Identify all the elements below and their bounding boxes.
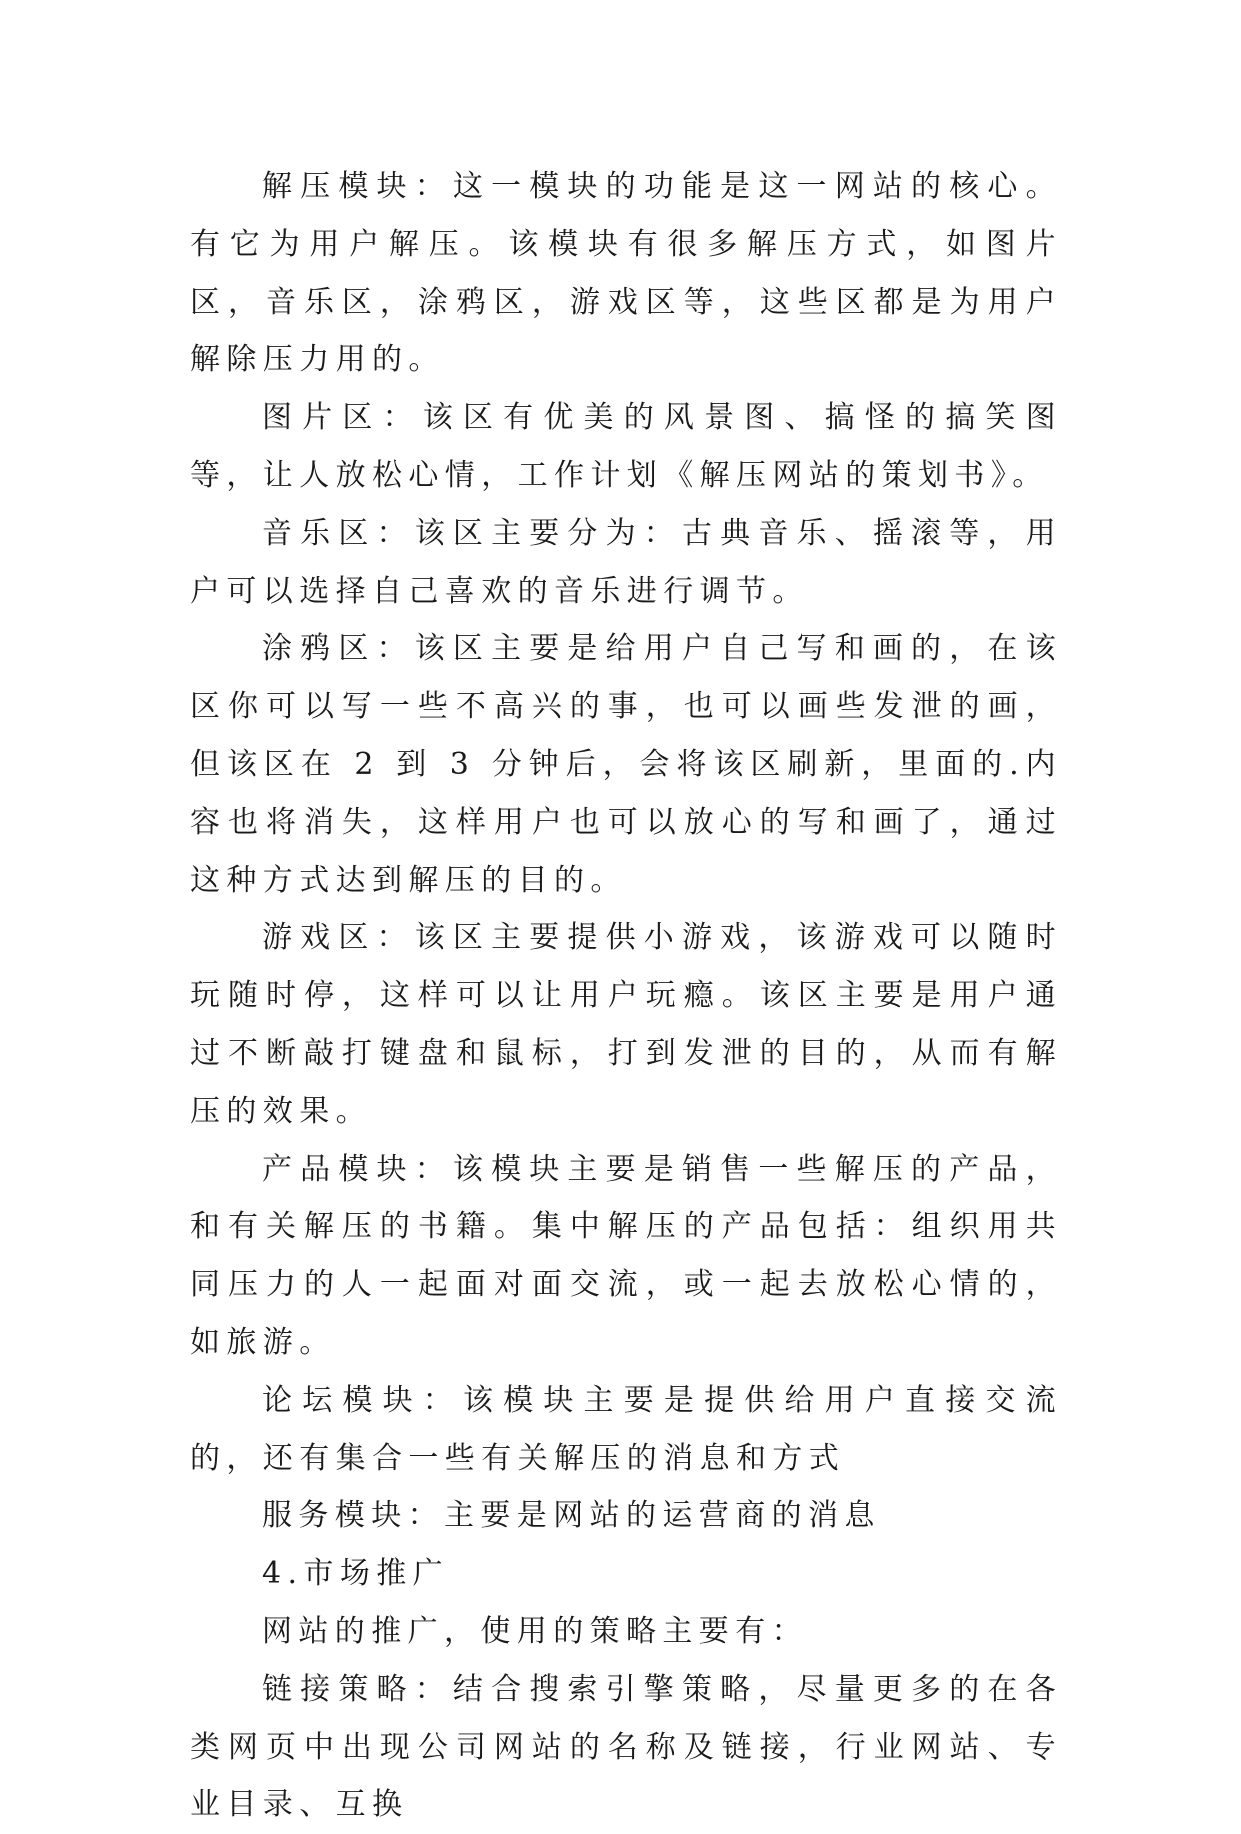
paragraph-forum-module: 论坛模块：该模块主要是提供给用户直接交流的，还有集合一些有关解压的消息和方式: [190, 1382, 1062, 1476]
paragraph-product-module: 产品模块：该模块主要是销售一些解压的产品，和有关解压的书籍。集中解压的产品包括：组织用共同压力的人一起面对面交流，或一起去放松心情的，如旅游。: [190, 1151, 1062, 1360]
section-heading-market-promotion: 4.市场推广: [262, 1556, 450, 1592]
paragraph-decompression-module: 解压模块：这一模块的功能是这一网站的核心。有它为用户解压。该模块有很多解压方式，如图片区，音乐区，涂鸦区，游戏区等，这些区都是为用户解除压力用的。: [190, 169, 1062, 378]
paragraph-music-area: 音乐区：该区主要分为：古典音乐、摇滚等，用户可以选择自己喜欢的音乐进行调节。: [190, 515, 1062, 609]
paragraph-service-module: 服务模块：主要是网站的运营商的消息: [262, 1498, 881, 1534]
paragraph-link-strategy: 链接策略：结合搜索引擎策略，尽量更多的在各类网页中出现公司网站的名称及链接，行业网站、专业目录、互换: [190, 1671, 1062, 1823]
document-body: [190, 158, 1062, 1834]
paragraph-promotion-strategies: 网站的推广，使用的策略主要有：: [262, 1613, 808, 1649]
paragraph-graffiti-area: 涂鸦区：该区主要是给用户自己写和画的，在该区你可以写一些不高兴的事，也可以画些发泄的画，但该区在 2 到 3 分钟后，会将该区刷新，里面的.内容也将消失，这样用户也可以放心的写和画了，通过这种方式达到解压的目的。: [190, 631, 1062, 898]
paragraph-picture-area: 图片区：该区有优美的风景图、搞怪的搞笑图等，让人放松心情，工作计划《解压网站的策划书》。: [190, 400, 1062, 493]
paragraph-game-area: 游戏区：该区主要提供小游戏，该游戏可以随时玩随时停，这样可以让用户玩瘾。该区主要是用户通过不断敲打键盘和鼠标，打到发泄的目的，从而有解压的效果。: [190, 920, 1062, 1129]
